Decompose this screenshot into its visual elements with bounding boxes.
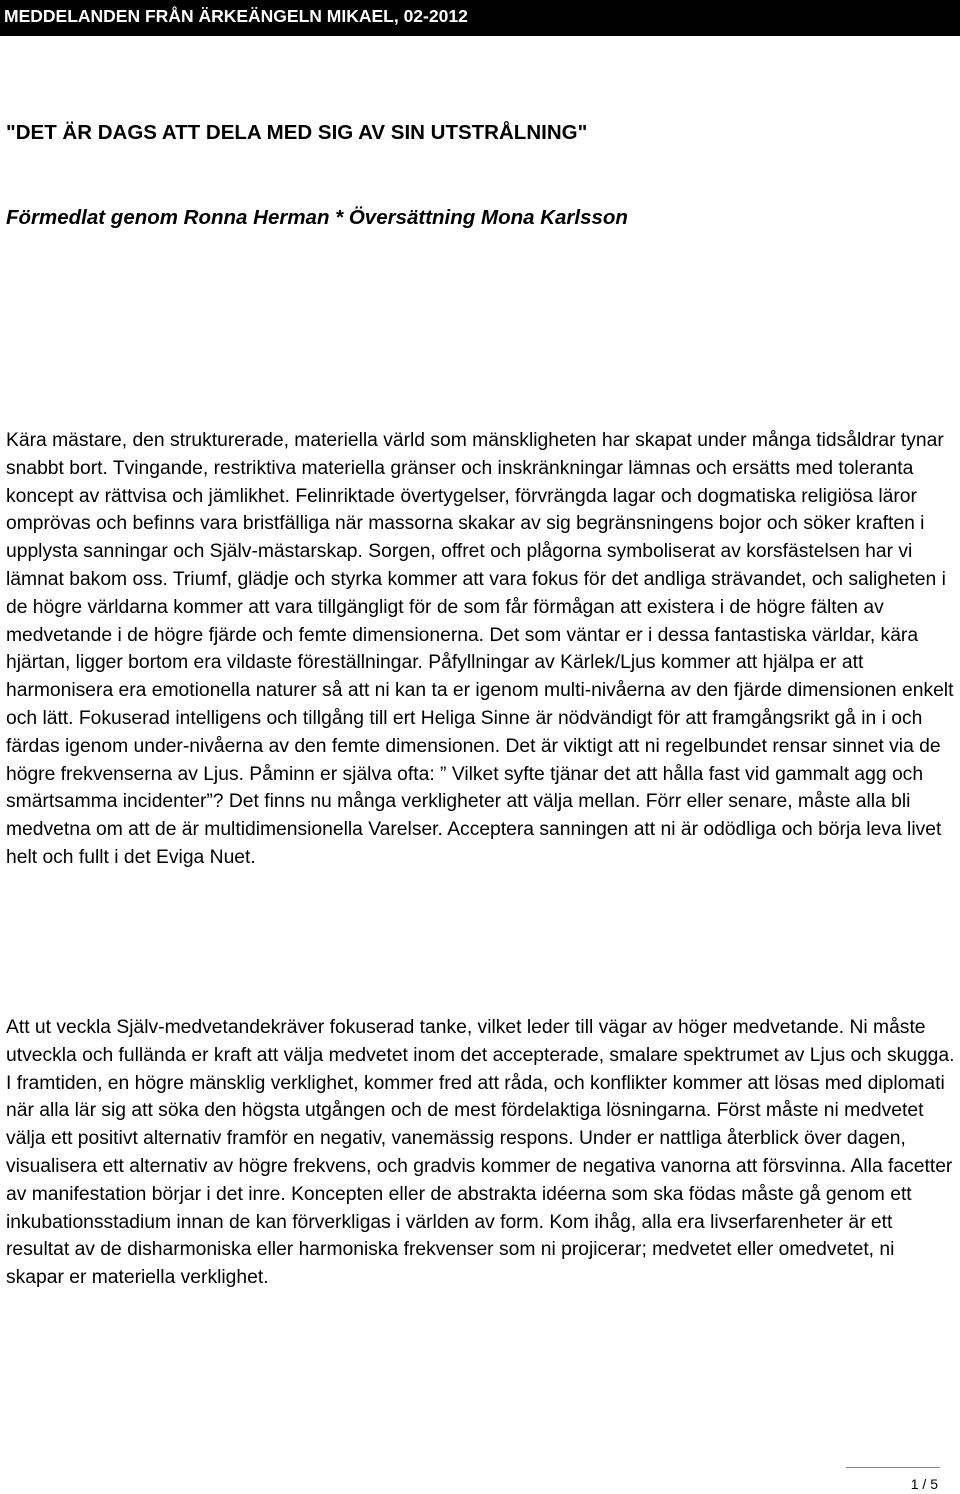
article-byline: Förmedlat genom Ronna Herman * Översättning Mona Karlsson bbox=[6, 206, 628, 229]
article-paragraph-2: Att ut veckla Själv-medvetandekräver fokuserad tanke, vilket leder till vägar av höger medvetande. Ni måste utveckla och fullända er kraft att välja medvetet inom det accepterade, smalare spektrumet av Ljus och skugga. I framtiden, en högre mänsklig verklighet, kommer fred att råda, och konflikter kommer att lösas med diplomati när alla lär sig att söka den högsta utgången och de mest fördelaktiga lösningarna. Först måste ni medvetet välja ett positivt alternativ framför en negativ, vanemässig respons. Under er nattliga återblick över dagen, visualisera ett alternativ av högre frekvens, och gradvis kommer de negativa vanorna att försvinna. Alla facetter av manifestation börjar i det inre. Koncepten eller de abstrakta idéerna som ska födas måste gå genom ett inkubationsstadium innan de kan förverkligas i världen av form. Kom ihåg, alla era livserfarenheter är ett resultat av de disharmoniska eller harmoniska frekvenser som ni projicerar; medvetet eller omedvetet, ni skapar er materiella verklighet. bbox=[6, 1017, 955, 1289]
page-header bbox=[0, 0, 960, 34]
article-paragraph-1: Kära mästare, den strukturerade, materiella värld som mänskligheten har skapat under många tidsåldrar tynar snabbt bort. Tvingande, restriktiva materiella gränser och inskränkningar lämnas och ersätts med toleranta koncept av rättvisa och jämlikhet. Felinriktade övertygelser, förvrängda lagar och dogmatiska religiösa läror omprövas och befinns vara bristfälliga när massorna skakar av sig begränsningens bojor och söker kraften i upplysta sanningar och Själv-mästarskap. Sorgen, offret och plågorna symboliserat av korsfästelsen har vi lämnat bakom oss. Triumf, glädje och styrka kommer att vara fokus för det andliga strävandet, och saligheten i de högre världarna kommer att vara tillgängligt för de som får förmågan att existera i de högre fälten av medvetande i de högre fjärde och femte dimensionerna. Det som väntar er i dessa fantastiska världar, kära hjärtan, ligger bortom era vildaste föreställningar. Påfyllningar av Kärlek/Ljus kommer att hjälpa er att harmonisera era emotionella naturer så att ni kan ta er igenom multi-nivåerna av den fjärde dimensionen enkelt och lätt. Fokuserad intelligens och tillgång till ert Heliga Sinne är nödvändigt för att framgångsrikt gå in i och färdas igenom under-nivåerna av den femte dimensionen. Det är viktigt att ni regelbundet rensar sinnet via de högre frekvenserna av Ljus. Påminn er själva ofta: ” Vilket syfte tjänar det att hålla fast vid gammalt agg och smärtsamma incidenter”? Det finns nu många verkligheter att välja mellan. Förr eller senare, måste alla bli medvetna om att de är multidimensionella Varelser. Acceptera sanningen att ni är odödliga och börja leva livet helt och fullt i det Eviga Nuet. bbox=[6, 430, 954, 868]
article-title: "DET ÄR DAGS ATT DELA MED SIG AV SIN UTSTRÅLNING" bbox=[6, 121, 588, 144]
footer-divider bbox=[846, 1467, 940, 1468]
header-title: MEDDELANDEN FRÅN ÄRKEÄNGELN MIKAEL, 02-2012 bbox=[4, 6, 468, 26]
header-divider bbox=[0, 34, 960, 36]
page-number: 1 / 5 bbox=[910, 1476, 938, 1492]
